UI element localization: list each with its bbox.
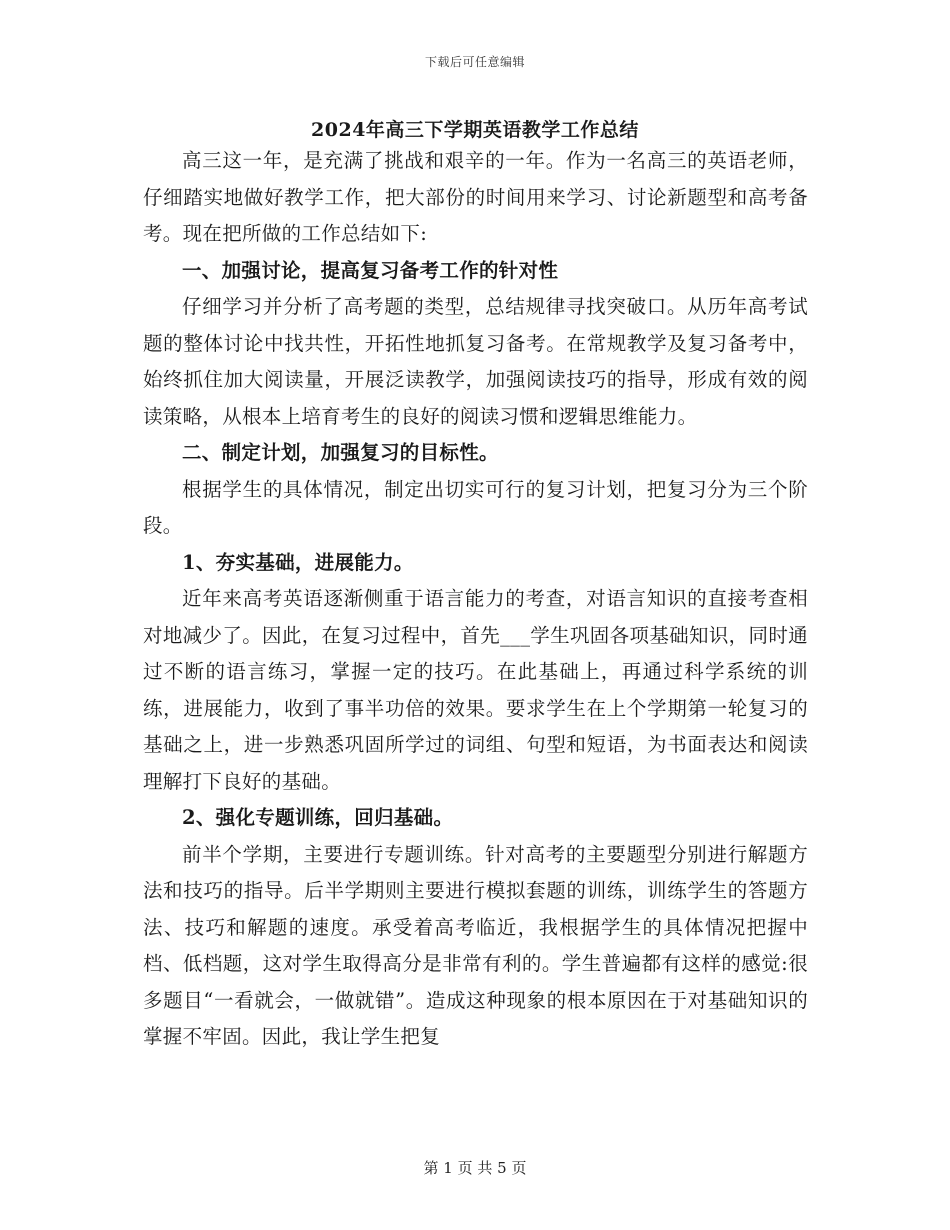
subsection-2-heading: 2、强化专题训练，回归基础。: [182, 806, 454, 829]
header-note: 下载后可任意编辑: [424, 55, 525, 69]
page-indicator: 第 1 页 共 5 页: [423, 1159, 527, 1177]
section-2-heading: 二、制定计划，加强复习的目标性。: [182, 441, 499, 464]
subsection-2-paragraph: 前半个学期，主要进行专题训练。针对高考的主要题型分别进行解题方法和技巧的指导。后半学期则主要进行模拟套题的训练，训练学生的答题方法、技巧和解题的速度。承受着高考临近，我根据学生的具体情况把握中档、低档题，这对学生取得高分是非常有利的。学生普遍都有这样的感觉:很多题目“一看就会，一做就错”。造成这种现象的根本原因在于对基础知识的掌握不牢固。因此，我让学生把复: [143, 842, 808, 1048]
intro-paragraph: 高三这一年，是充满了挑战和艰辛的一年。作为一名高三的英语老师，仔细踏实地做好教学工作，把大部份的时间用来学习、讨论新题型和高考备考。现在把所做的工作总结如下:: [143, 149, 808, 245]
subsection-1-heading: 1、夯实基础，进展能力。: [182, 550, 414, 574]
section-2-paragraph: 根据学生的具体情况，制定出切实可行的复习计划，把复习分为三个阶段。: [143, 477, 808, 537]
subsection-1-paragraph: 近年来高考英语逐渐侧重于语言能力的考查，对语言知识的直接考查相对地减少了。因此，在复习过程中，首先___学生巩固各项基础知识，同时通过不断的语言练习，掌握一定的技巧。在此基础上，再通过科学系统的训练，进展能力，收到了事半功倍的效果。要求学生在上个学期第一轮复习的基础之上，进一步熟悉巩固所学过的词组、句型和短语，为书面表达和阅读理解打下良好的基础。: [143, 587, 808, 793]
section-1-heading: 一、加强讨论，提高复习备考工作的针对性: [182, 258, 559, 282]
document-body: [143, 143, 808, 1056]
section-1-paragraph: 仔细学习并分析了高考题的类型，总结规律寻找突破口。从历年高考试题的整体讨论中找共性，开拓性地抓复习备考。在常规教学及复习备考中，始终抓住加大阅读量，开展泛读教学，加强阅读技巧的指导，形成有效的阅读策略，从根本上培育考生的良好的阅读习惯和逻辑思维能力。: [143, 295, 808, 428]
document-title: 2024年高三下学期英语教学工作总结: [311, 119, 639, 141]
